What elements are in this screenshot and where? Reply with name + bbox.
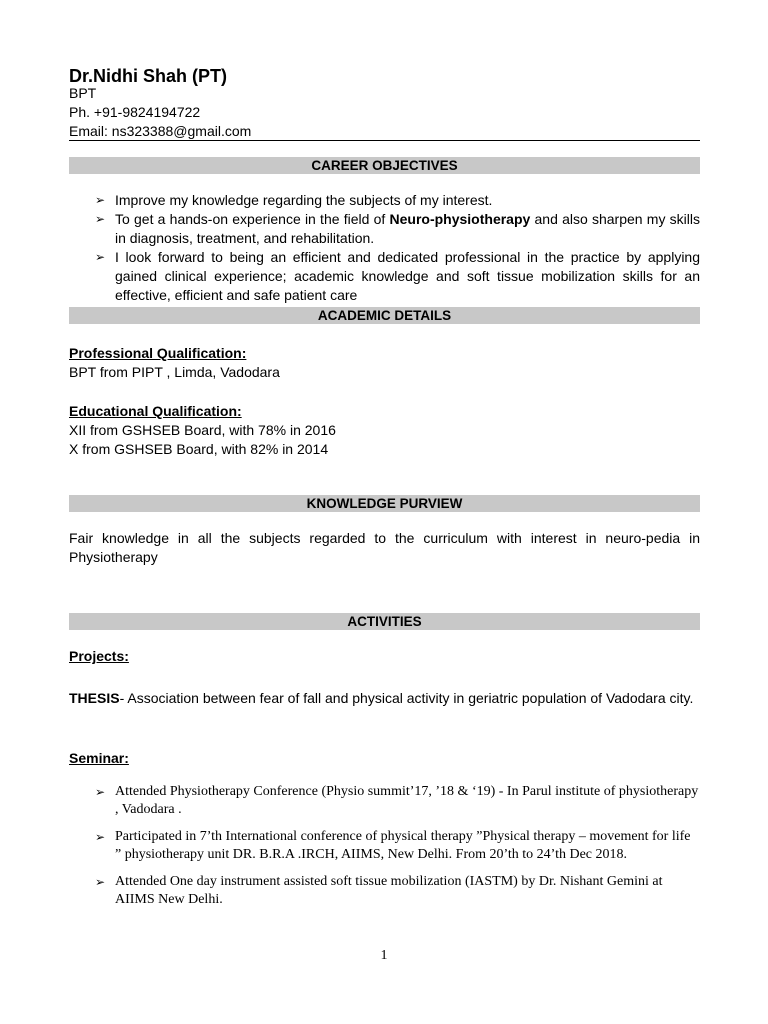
projects-label: Projects: — [69, 648, 129, 664]
thesis-entry — [69, 689, 700, 708]
header-divider — [69, 140, 700, 141]
career-objectives-list — [69, 191, 700, 305]
seminar-label: Seminar: — [69, 750, 129, 766]
thesis-label: THESIS — [69, 690, 120, 706]
degree: BPT — [69, 85, 97, 101]
thesis-text: - Association between fear of fall and physical activity in geriatric population of Vadodara city. — [119, 690, 694, 706]
knowledge-purview-text: Fair knowledge in all the subjects regarded to the curriculum with interest in neuro-pedia in Physiotherapy — [69, 530, 700, 565]
candidate-name: Dr.Nidhi Shah (PT) — [69, 66, 228, 86]
list-item: ➢ To get a hands-on experience in the field of Neuro-physiotherapy and also sharpen my skills in diagnosis, treatment, and rehabilitation. — [95, 211, 700, 246]
professional-qualification-label: Professional Qualification: — [69, 345, 247, 361]
list-item: ➢ Attended Physiotherapy Conference (Physio summit’17, ’18 & ‘19) - In Parul institute of physiotherapy , Vadodara . — [95, 784, 699, 817]
career-objectives-heading: CAREER OBJECTIVES — [69, 157, 700, 174]
academic-details-heading: ACADEMIC DETAILS — [69, 307, 700, 324]
arrow-bullet-icon: ➢ — [95, 785, 106, 799]
educational-qualification-label: Educational Qualification: — [69, 403, 242, 419]
professional-qualification — [69, 344, 700, 382]
professional-qualification-value: BPT from PIPT , Limda, Vadodara — [69, 364, 280, 380]
arrow-bullet-icon: ➢ — [95, 875, 106, 889]
page-number: 1 — [380, 948, 388, 963]
seminar-list — [69, 783, 700, 918]
arrow-bullet-icon: ➢ — [95, 830, 106, 844]
educational-qualification — [69, 402, 700, 459]
arrow-bullet-icon: ➢ — [95, 212, 106, 226]
educational-qualification-value: XII from GSHSEB Board, with 78% in 2016 — [69, 422, 336, 438]
list-item: ➢ Attended One day instrument assisted soft tissue mobilization (IASTM) by Dr. Nishant Gemini at AIIMS New Delhi. — [95, 874, 663, 907]
list-item: ➢ Improve my knowledge regarding the subjects of my interest. — [95, 192, 493, 208]
contact-block — [69, 84, 251, 141]
list-item: ➢ Participated in 7’th International conference of physical therapy ”Physical therapy – movement for life ” physiotherapy unit DR. B.R.A .IRCH, AIIMS, New Delhi. From 20’th to 24’th Dec 2018. — [95, 829, 691, 862]
knowledge-purview-heading: KNOWLEDGE PURVIEW — [69, 495, 700, 512]
activities-heading: ACTIVITIES — [69, 613, 700, 630]
phone: Ph. +91-9824194722 — [69, 104, 201, 120]
educational-qualification-value: X from GSHSEB Board, with 82% in 2014 — [69, 441, 329, 457]
list-item: ➢ I look forward to being an efficient and dedicated professional in the practice by applying gained clinical experience; academic knowledge and soft tissue mobilization skills for an effective, efficient and safe patient care — [95, 249, 700, 303]
arrow-bullet-icon: ➢ — [95, 250, 106, 264]
arrow-bullet-icon: ➢ — [95, 193, 106, 207]
email: Email: ns323388@gmail.com — [69, 123, 252, 139]
